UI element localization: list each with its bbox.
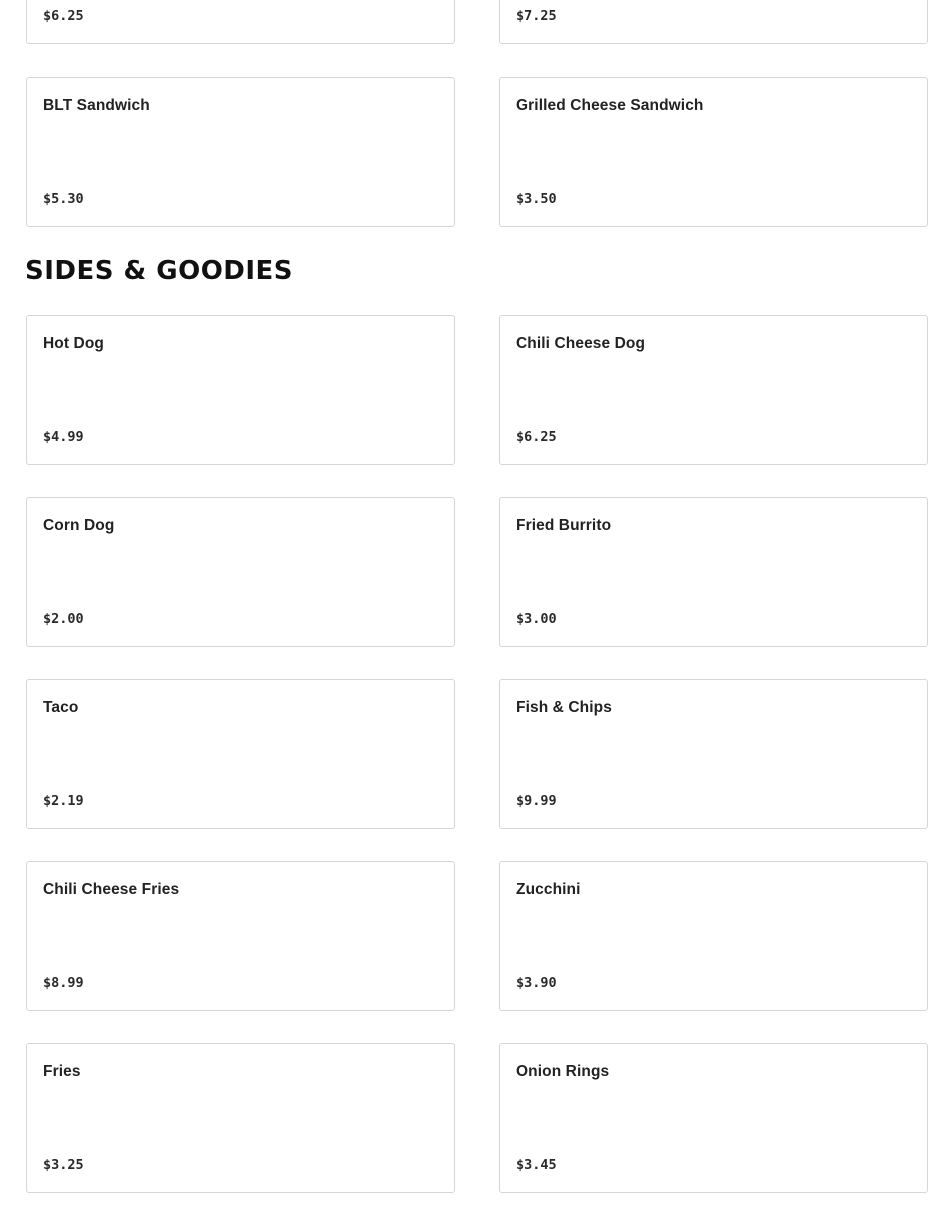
menu-item-card[interactable] <box>26 77 455 227</box>
item-name: BLT Sandwich <box>43 97 150 114</box>
item-name: Zucchini <box>516 881 581 898</box>
item-price: $6.25 <box>43 8 84 24</box>
menu-item-card[interactable] <box>26 497 455 647</box>
item-price: $7.25 <box>516 8 557 24</box>
item-name: Fries <box>43 1063 81 1080</box>
item-price: $3.90 <box>516 975 557 991</box>
item-price: $3.45 <box>516 1157 557 1173</box>
menu-item-card[interactable] <box>26 1043 455 1193</box>
item-price: $3.00 <box>516 611 557 627</box>
section-heading-sides: SIDES & GOODIES <box>25 256 294 286</box>
menu-item-card[interactable] <box>499 315 928 465</box>
item-price: $4.99 <box>43 429 84 445</box>
menu-item-card[interactable] <box>499 0 928 44</box>
item-name: Taco <box>43 699 79 716</box>
item-name: Chili Cheese Fries <box>43 881 180 898</box>
menu-item-card[interactable] <box>499 861 928 1011</box>
item-price: $2.00 <box>43 611 84 627</box>
item-price: $5.30 <box>43 191 84 207</box>
item-name: Corn Dog <box>43 517 115 534</box>
item-name: Chili Cheese Dog <box>516 335 646 352</box>
item-name: Onion Rings <box>516 1063 610 1080</box>
item-name: Grilled Cheese Sandwich <box>516 97 704 114</box>
menu-item-card[interactable] <box>26 679 455 829</box>
menu-item-card[interactable] <box>499 1043 928 1193</box>
item-price: $3.25 <box>43 1157 84 1173</box>
item-price: $2.19 <box>43 793 84 809</box>
menu-item-card[interactable] <box>499 497 928 647</box>
item-price: $9.99 <box>516 793 557 809</box>
item-name: Fish & Chips <box>516 699 612 716</box>
menu-item-card[interactable] <box>499 77 928 227</box>
item-price: $3.50 <box>516 191 557 207</box>
item-price: $8.99 <box>43 975 84 991</box>
menu-item-card[interactable] <box>26 861 455 1011</box>
menu-item-card[interactable] <box>26 0 455 44</box>
item-name: Hot Dog <box>43 335 104 352</box>
item-name: Fried Burrito <box>516 517 612 534</box>
menu-item-card[interactable] <box>499 679 928 829</box>
menu-item-card[interactable] <box>26 315 455 465</box>
item-price: $6.25 <box>516 429 557 445</box>
